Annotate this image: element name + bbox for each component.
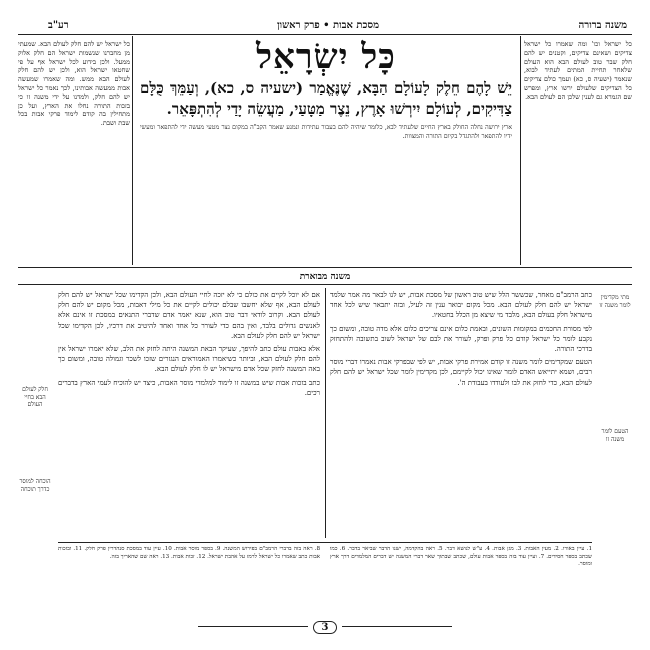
- mishnah-block: [136, 38, 516, 258]
- header-right: משנה ברורה: [578, 20, 627, 31]
- page: [18, 18, 632, 634]
- footnotes-right: 1. עיין באורו. 2. מעין האבות. 3. מגן אבות. 4. ע"ש לנושא דבר. 5. ראה בהקדמה, ישנו הדבר שביאר בדבר. 6. כמו שכתב בספר חסידים. 7. ועיין עוד בזה בספר אבות עולם, שכתב שבתוך שאר דברי המשנה יש דברים המלמדים דרך ארץ ומוסר.: [330, 546, 592, 568]
- margin-note-right-mid: הטעם לומר משנה זו: [601, 428, 629, 443]
- mishnah-title: כָּל יִשְׂרָאֵל: [256, 37, 396, 77]
- section-rule-bottom: [18, 284, 632, 285]
- header-left: רע"ב: [48, 20, 69, 31]
- margin-note-left-mid: חלק לעולם הבא בחיי העולם: [22, 386, 48, 408]
- body-paragraph: הטעם שמקדימים לומר משנה זו קודם אמירת פרקי אבות, יש לפי שבפרקי אבות נאמרו דברי מוסר רבים, ושמא יתייאש האדם לומר שאינו יכול לקיימם, לכן מקדימין לומר שכל ישראל יש להם חלק לעולם הבא, כדי לחזק את לבו ולעודדו בעבודת ה'.: [330, 358, 592, 387]
- footnotes-left: 8. ראה בזה בדברי הרמב"ם בפירוש המשנה. 9. בספר מוסר אבות. 10. עיין עוד במסכת סנהדרין פרק חלק. 11. ובזכות אבות כתב שאמרו כל ישראל לרמז על אהבת ישראל. 12. זכות אבות. 13. ראה שם שהאריך בזה.: [58, 546, 320, 560]
- section-rule-top: [18, 267, 632, 268]
- mishnah-commentary: ארץ ירושה נחלה החולק בארץ החיים שלעתיד לבא, כלומר שיהיה להם בעבור עתידות ונמנע שאמר הקב"ה במקום נצר מטעי מעשה ידי להתפאר ומעשי ידיו להתפאר ולהתגדל בקיום התורה והמצוות.: [140, 124, 512, 140]
- body-paragraph: לפי מסורת החכמים במקומות השונים, ובאמת כלום אינם צריכים כלום אלא מדה טובה, ומשום כך נקבע לומר כל ישראל קודם כל פרק ופרק, לעורר את לבם של ישראל לשוב בתשובה ולהתחזק בדרכי התורה.: [330, 324, 592, 354]
- header-rule: [18, 34, 632, 35]
- footnote-rule: [58, 542, 592, 543]
- margin-note-left-bottom: הוכחה למוסר כדרך תוכחה: [19, 478, 51, 493]
- body-paragraph: אלא באבות עולם כתב להיפך, שעיקר הבאת המשנה היתה לחזק את הלב, שלא יאמרו ישראל אין להם חלק לעולם הבא, וביותר כשיאמרו האמוראים הנגזרים שזכו לשכר וגמולה טובה, ומשום כך באה המשנה לחזק שכל אדם מישראל יש לו חלק לעולם הבא.: [58, 345, 320, 374]
- mishnah-text: יֵשׁ לָהֶם חֵלֶק לָעוֹלָם הַבָּא, שֶׁנֶּאֱמַר (ישעיה ס, כא), וְעַמֵּךְ כֻּלָּם צַדִּיקִים, לְעוֹלָם יִירְשׁוּ אָרֶץ, נֵצֶר מַטָּעַי, מַעֲשֵׂה יָדַי לְהִתְפָּאֵר.: [140, 79, 512, 118]
- body-paragraph: כתב בזכות אבות שיש במשנה זו לימוד למלמדי מוסר האבות, כיצד יש להוכיח לעמי הארץ בדברים רכים.: [58, 378, 320, 397]
- right-commentary-column: כל ישראל וכו' ומה שאמרו כל ישראל צדיקים ושאינם צדיקים, וקטנים יש להם חלק שבר טוב לעולם הבא הוא העולם שלאחר תחיית המתים לעתיד לבוא, שנאמר (ישעיה ס, כא) ועמך כולם צדיקים כל הצדיקים שלעולם ירשו ארץ, ומפרש שם הגמרא גם לענין שלכן הם לעולם הבא.: [524, 40, 632, 101]
- margin-note-right-top: מתי מקדימין לומר משנה זו: [599, 294, 631, 309]
- left-commentary-column: כל ישראל יש להם חלק לעולם הבא. שמעתי מן מחברנו שנשמות ישראל הם חלק אלוק ממעל. ולכן בידוע לכל ישראל אף על פי שחטאו ישראל הוא, ולכן יש להם חלק לעולם הבא ממש. ומה שאמרו שמעשה אבות ממעשה אבותינו, לכך נאמר כל ישראל יש להם חלק, ולמדנו על ידי משנה זו כי בזכות התורה נחלו את הארץ, ועל כן מתחילין בה קודם לימוד פרקי אבות בכל שבת ושבת.: [18, 40, 130, 128]
- page-number: [18, 621, 632, 634]
- section-title: משנה מבוארת: [299, 272, 351, 282]
- body-paragraph: כתב הרמב"ם מאחר, שכששר הלל שיש טוב ראשון של מסכת אבות, יש לנו לבאר מה אמר שלמד ישראל יש להם חלק לעולם הבא. מכל מקום יבואר ענין זה לעיל, ובזה יתבאר שיש לכל אחד מישראל חלק בעולם הבא, מלבד מי שיצא מן הכלל בחטאיו.: [330, 291, 592, 320]
- header-center: מסכת אבות • פרק ראשון: [276, 20, 380, 31]
- column-divider: [520, 36, 521, 265]
- page-number-label: 3: [313, 621, 338, 634]
- body-right-column: [330, 290, 592, 538]
- body-paragraph: אם לא יוכל לקיים את כולם כי לא יזכה לחיי העולם הבא, ולכן הקדימו שכל ישראל יש להם חלק לעולם הבא, אף שלא יחשבו שבלם יכולים לקיים את כל מילי דאבות, מכל מקום יש להם חלק לעולם הבא. וקרוב לודאי דבר טוב הוא, שנא יאמר אדם שדברי התנאים במסכת זו אינם אלא לאנשים גדולים בלבד, ואין בהם כדי לעורר כל אחד ואחד להיטיב את דרכיו, לכן הקדימו שכל ישראל יש להם חלק לעולם הבא.: [58, 291, 320, 340]
- column-divider: [132, 36, 133, 265]
- body-left-column: [58, 290, 320, 538]
- column-divider: [325, 288, 326, 538]
